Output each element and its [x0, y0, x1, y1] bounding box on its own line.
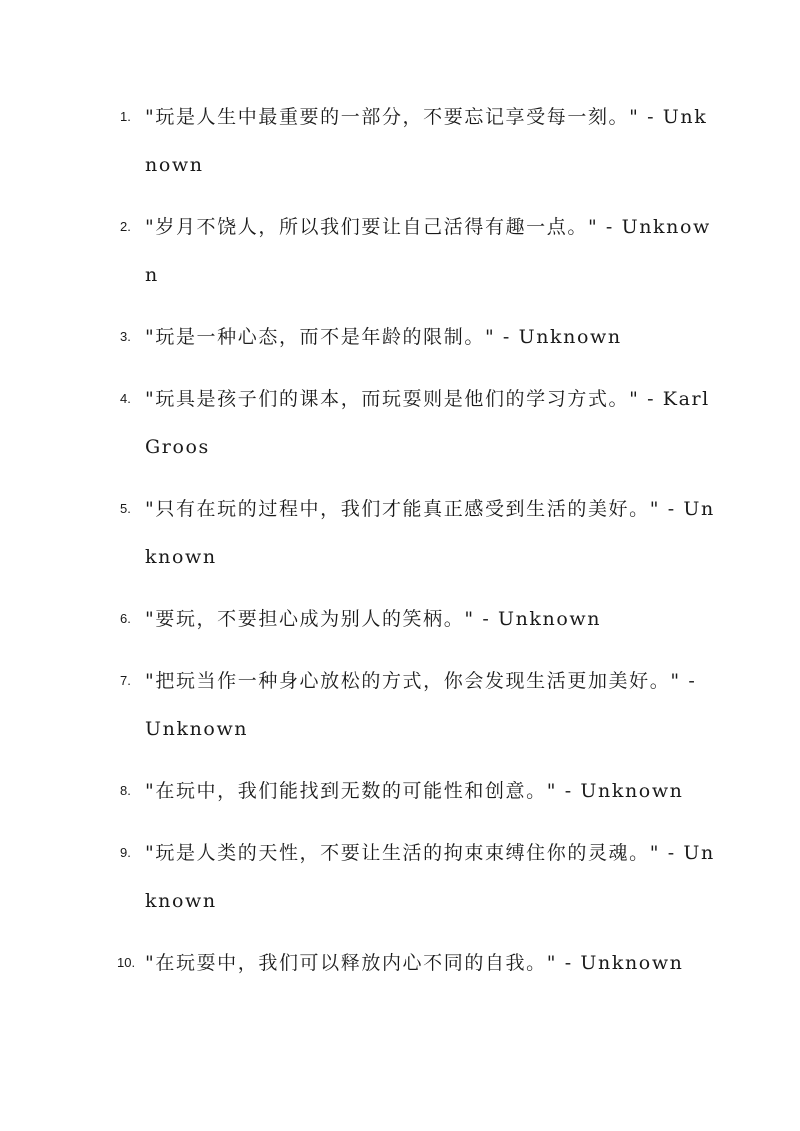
- quote-number: 3.: [120, 329, 131, 344]
- quote-text: "只有在玩的过程中，我们才能真正感受到生活的美好。" - Unknown: [145, 498, 715, 568]
- quote-number: 6.: [120, 611, 131, 626]
- quote-item: [118, 93, 718, 189]
- quote-text: "岁月不饶人，所以我们要让自己活得有趣一点。" - Unknown: [145, 216, 711, 286]
- quote-number: 4.: [120, 391, 131, 406]
- quote-item: [118, 829, 718, 925]
- quote-number: 9.: [120, 845, 131, 860]
- quote-item: [118, 595, 718, 643]
- quote-text: "在玩中，我们能找到无数的可能性和创意。" - Unknown: [145, 780, 684, 802]
- quote-item: [118, 375, 718, 471]
- quote-number: 1.: [120, 109, 131, 124]
- quote-text: "玩是人类的天性，不要让生活的拘束束缚住你的灵魂。" - Unknown: [145, 842, 715, 912]
- quote-number: 2.: [120, 219, 131, 234]
- quote-number: 7.: [120, 673, 131, 688]
- quote-item: [118, 313, 718, 361]
- quote-number: 8.: [120, 783, 131, 798]
- quote-item: [118, 767, 718, 815]
- quote-item: [118, 485, 718, 581]
- quote-number: 5.: [120, 501, 131, 516]
- quote-text: "玩是人生中最重要的一部分，不要忘记享受每一刻。" - Unknown: [145, 106, 708, 176]
- quote-list: [118, 93, 718, 1001]
- quote-text: "要玩，不要担心成为别人的笑柄。" - Unknown: [145, 608, 602, 630]
- quote-item: [118, 203, 718, 299]
- quote-number: 10.: [117, 955, 136, 970]
- quote-text: "玩是一种心态，而不是年龄的限制。" - Unknown: [145, 326, 622, 348]
- quote-text: "在玩耍中，我们可以释放内心不同的自我。" - Unknown: [145, 952, 684, 974]
- quote-text: "玩具是孩子们的课本，而玩耍则是他们的学习方式。" - Karl Groos: [145, 388, 710, 458]
- quote-item: [118, 657, 718, 753]
- quote-item: [118, 939, 718, 987]
- quote-text: "把玩当作一种身心放松的方式，你会发现生活更加美好。" - Unknown: [145, 670, 697, 740]
